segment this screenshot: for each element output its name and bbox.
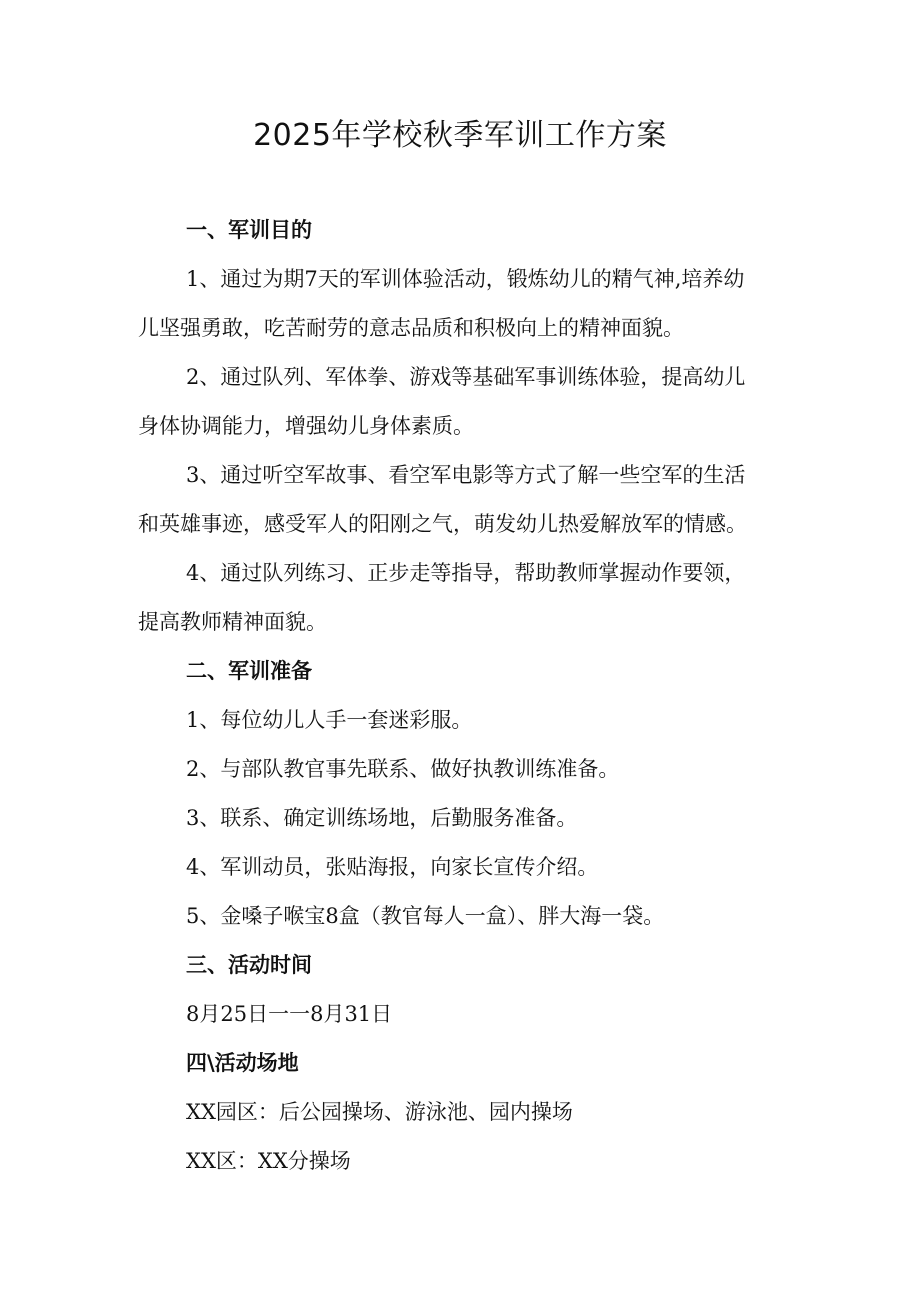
paragraph-line: 4、通过队列练习、正步走等指导，帮助教师掌握动作要领，	[186, 561, 746, 585]
list-item: 3、联系、确定训练场地，后勤服务准备。	[186, 806, 578, 830]
list-item: 5、金嗓子喉宝8盒（教官每人一盒）、胖大海一袋。	[186, 904, 665, 928]
venue-line: XX区：XX分操场	[186, 1149, 351, 1173]
section-heading-venue: 四\活动场地	[186, 1051, 299, 1075]
section-heading-time: 三、活动时间	[186, 953, 312, 977]
section-heading-preparation: 二、军训准备	[186, 659, 312, 683]
document-title: 2025年学校秋季军训工作方案	[253, 118, 667, 153]
paragraph-line: 提高教师精神面貌。	[138, 610, 327, 634]
list-item: 1、每位幼儿人手一套迷彩服。	[186, 708, 473, 732]
paragraph-line: 身体协调能力，增强幼儿身体素质。	[138, 414, 474, 438]
paragraph-line: 儿坚强勇敢，吃苦耐劳的意志品质和积极向上的精神面貌。	[138, 316, 684, 340]
paragraph-line: 2、通过队列、军体拳、游戏等基础军事训练体验，提高幼儿	[186, 365, 746, 389]
paragraph-line: 3、通过听空军故事、看空军电影等方式了解一些空军的生活	[186, 463, 746, 487]
paragraph-line: 和英雄事迹，感受军人的阳刚之气，萌发幼儿热爱解放军的情感。	[138, 512, 747, 536]
list-item: 4、军训动员，张贴海报，向家长宣传介绍。	[186, 855, 599, 879]
section-heading-purpose: 一、军训目的	[186, 218, 312, 242]
paragraph-line: 1、通过为期7天的军训体验活动，锻炼幼儿的精气神,培养幼	[186, 267, 745, 291]
time-range: 8月25日一一8月31日	[186, 1002, 393, 1026]
venue-line: XX园区：后公园操场、游泳池、园内操场	[186, 1100, 573, 1124]
list-item: 2、与部队教官事先联系、做好执教训练准备。	[186, 757, 620, 781]
